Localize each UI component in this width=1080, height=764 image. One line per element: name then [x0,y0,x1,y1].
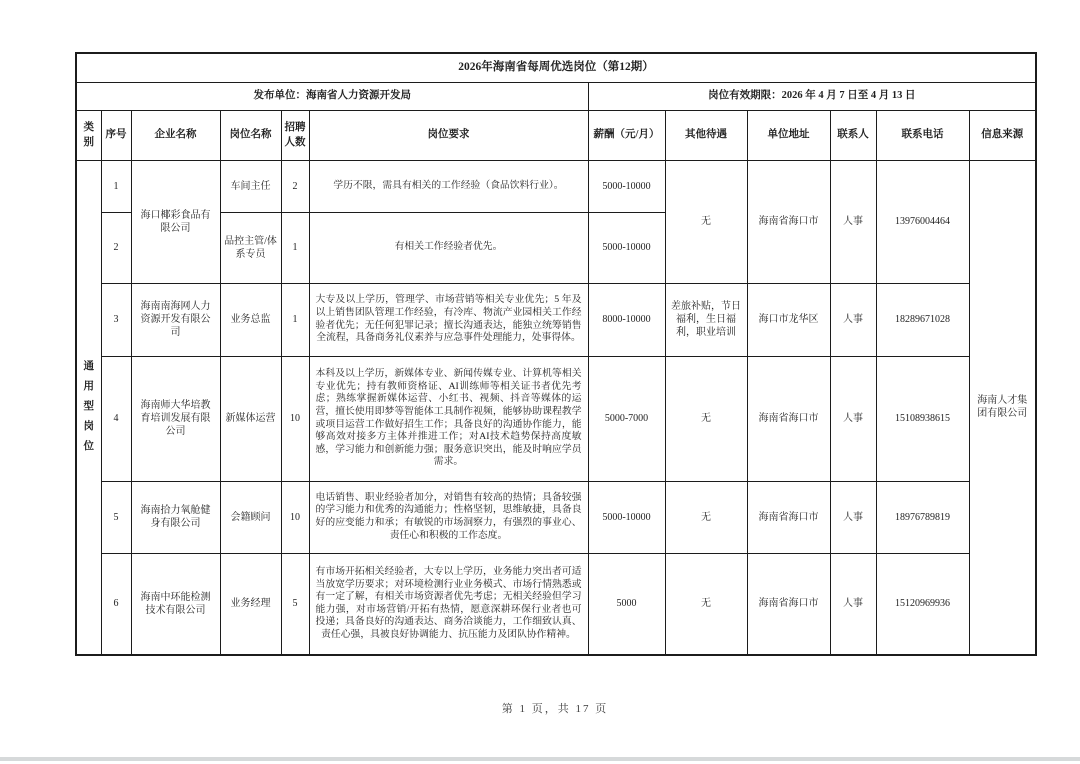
table-row [76,356,1036,481]
col-header-position: 岗位名称 [220,110,281,160]
cell-benefits: 差旅补贴，节日福利，生日福利，职业培训 [665,283,747,356]
cell-count: 2 [281,160,309,212]
cell-seq: 4 [101,356,131,481]
publisher-label: 发布单位：海南省人力资源开发局 [76,82,588,110]
cell-count: 5 [281,553,309,655]
cell-position: 品控主管/体系专员 [220,212,281,283]
cell-salary: 5000 [588,553,665,655]
cell-requirements: 本科及以上学历，新媒体专业、新闻传媒专业、计算机等相关专业优先；持有教师资格证、AI训练师等相关证书者优先考虑；熟练掌握新媒体运营、小红书、视频、抖音等媒体的运营，擅长使用即梦等智能体工具制作视频，能够协助课程教学或项目运营工作做好招生工作；具备良好的沟通协作能力，能够高效对接多方主体并推进工作；对AI技术趋势保持高度敏感，学习能力和创新能力强；服务意识突出，能及时响应学员需求。 [309,356,588,481]
col-header-seq: 序号 [101,110,131,160]
cell-info-source: 海南人才集团有限公司 [969,160,1036,655]
cell-address: 海南省海口市 [747,160,830,283]
cell-contact: 人事 [830,160,876,283]
cell-company: 海南师大华培教育培训发展有限公司 [131,356,220,481]
table-row [76,553,1036,655]
cell-contact: 人事 [830,283,876,356]
document-title: 2026年海南省每周优选岗位（第12期） [76,53,1036,82]
col-header-count: 招聘人数 [281,110,309,160]
cell-phone: 18289671028 [876,283,969,356]
cell-count: 1 [281,212,309,283]
cell-category: 通用型岗位 [76,160,101,655]
cell-company: 海南拾力氧舱健身有限公司 [131,481,220,553]
cell-seq: 5 [101,481,131,553]
cell-count: 10 [281,481,309,553]
cell-position: 业务经理 [220,553,281,655]
info-row [76,82,1036,110]
cell-company: 海南中环能检测技术有限公司 [131,553,220,655]
col-header-source: 信息来源 [969,110,1036,160]
cell-position: 新媒体运营 [220,356,281,481]
cell-phone: 15120969936 [876,553,969,655]
cell-benefits: 无 [665,356,747,481]
page-edge [0,757,1080,761]
cell-address: 海南省海口市 [747,356,830,481]
cell-benefits: 无 [665,481,747,553]
cell-address: 海南省海口市 [747,553,830,655]
cell-contact: 人事 [830,553,876,655]
cell-salary: 8000-10000 [588,283,665,356]
cell-address: 海南省海口市 [747,481,830,553]
cell-position: 车间主任 [220,160,281,212]
cell-position: 业务总监 [220,283,281,356]
table-row [76,160,1036,212]
cell-contact: 人事 [830,356,876,481]
cell-seq: 2 [101,212,131,283]
cell-requirements: 有市场开拓相关经验者，大专以上学历，业务能力突出者可适当放宽学历要求；对环境检测行业业务模式、市场行情熟悉或有一定了解，有相关市场资源者优先考虑；无相关经验但学习能力强，对市场营销/开拓有热情，愿意深耕环保行业者也可投递；具备良好的沟通表达、商务洽谈能力，工作细致认真、责任心强，具被良好协调能力、抗压能力及团队协作精神。 [309,553,588,655]
job-table [75,52,1037,656]
col-header-phone: 联系电话 [876,110,969,160]
cell-count: 10 [281,356,309,481]
cell-position: 会籍顾问 [220,481,281,553]
table-row [76,481,1036,553]
cell-benefits: 无 [665,553,747,655]
col-header-company: 企业名称 [131,110,220,160]
cell-contact: 人事 [830,481,876,553]
col-header-salary: 薪酬（元/月） [588,110,665,160]
cell-salary: 5000-10000 [588,160,665,212]
cell-company: 海口椰彩食品有限公司 [131,160,220,283]
cell-requirements: 学历不限，需具有相关的工作经验（食品饮料行业）。 [309,160,588,212]
cell-seq: 6 [101,553,131,655]
cell-phone: 15108938615 [876,356,969,481]
cell-requirements: 电话销售、职业经验者加分，对销售有较高的热情；具备较强的学习能力和优秀的沟通能力；性格坚韧，思维敏捷，具备良好的应变能力和承；有敏锐的市场洞察力，有强烈的事业心、责任心和积极的工作态度。 [309,481,588,553]
cell-requirements: 大专及以上学历，管理学、市场营销等相关专业优先；5 年及以上销售团队管理工作经验，有冷库、物流产业园相关工作经验者优先；无任何犯罪记录；擅长沟通表达，能独立统筹销售全流程，具备商务礼仪素养与应急事件处理能力，处事得体。 [309,283,588,356]
col-header-address: 单位地址 [747,110,830,160]
cell-company: 海南南海网人力资源开发有限公司 [131,283,220,356]
cell-requirements: 有相关工作经验者优先。 [309,212,588,283]
cell-address: 海口市龙华区 [747,283,830,356]
validity-label: 岗位有效期限：2026 年 4 月 7 日至 4 月 13 日 [588,82,1036,110]
col-header-contact: 联系人 [830,110,876,160]
cell-count: 1 [281,283,309,356]
col-header-requirements: 岗位要求 [309,110,588,160]
cell-phone: 13976004464 [876,160,969,283]
cell-phone: 18976789819 [876,481,969,553]
title-row [76,53,1036,82]
header-row [76,110,1036,160]
cell-seq: 1 [101,160,131,212]
cell-benefits: 无 [665,160,747,283]
cell-seq: 3 [101,283,131,356]
cell-salary: 5000-7000 [588,356,665,481]
col-header-benefits: 其他待遇 [665,110,747,160]
page-number: 第 1 页，共 17 页 [501,703,609,715]
table-row [76,283,1036,356]
col-header-category: 类别 [76,110,101,160]
cell-salary: 5000-10000 [588,212,665,283]
cell-salary: 5000-10000 [588,481,665,553]
